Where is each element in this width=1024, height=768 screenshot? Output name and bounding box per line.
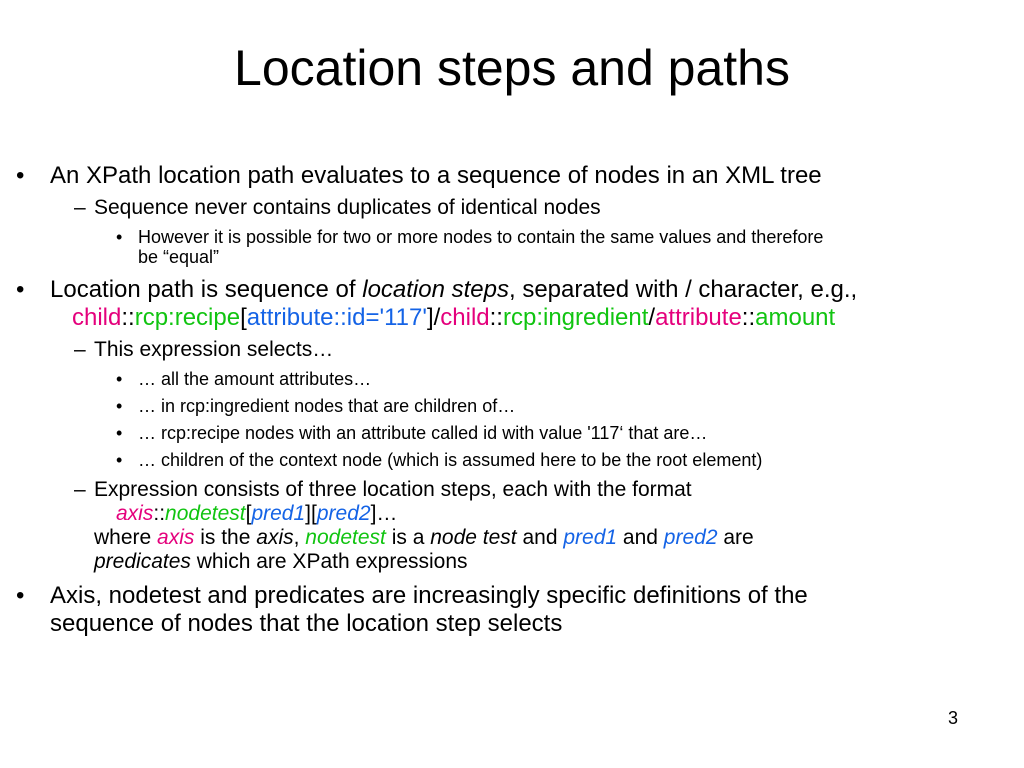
expr-segment: ]/: [426, 304, 441, 331]
selection-item: … in rcp:ingredient nodes that are children of…: [138, 396, 516, 416]
expr-segment: /: [648, 304, 656, 331]
where-axis-term: axis: [256, 526, 294, 549]
slide-title: Location steps and paths: [234, 40, 790, 96]
sub-bullet-marker: •: [116, 450, 123, 470]
expr-segment: attribute: [655, 304, 742, 331]
sub-bullet-marker: •: [116, 369, 123, 389]
bullet-2-sub-1: This expression selects…: [94, 338, 334, 361]
bullet-2-pre: Location path is sequence of: [50, 276, 363, 303]
where-nodetest: nodetest: [305, 526, 386, 549]
sub-bullet-marker: •: [116, 396, 123, 416]
bullet-2-emphasis: location steps: [362, 276, 509, 303]
format-end: ]…: [370, 502, 398, 525]
bullet-marker: •: [16, 162, 25, 189]
expr-segment: rcp:ingredient: [502, 304, 649, 331]
format-axis: axis: [116, 502, 154, 525]
bullet-3-line1: Axis, nodetest and predicates are increasingly specific definitions of the: [50, 582, 808, 609]
where-node-test-term: node test: [430, 526, 517, 549]
expr-segment: rcp:recipe: [134, 304, 241, 331]
format-pred1: pred1: [251, 502, 306, 525]
dash-marker: –: [74, 338, 86, 361]
expr-segment: ::: [489, 304, 503, 331]
dash-marker: –: [74, 478, 86, 501]
where-text: and: [617, 526, 664, 549]
expr-segment: amount: [755, 304, 836, 331]
format-sep: ::: [153, 502, 166, 525]
predicates-term: predicates: [94, 550, 191, 573]
bullet-1-text: An XPath location path evaluates to a sequence of nodes in an XML tree: [50, 162, 822, 189]
bullet-3-line2: sequence of nodes that the location step selects: [50, 610, 563, 637]
step-format: [116, 502, 397, 526]
format-nodetest: nodetest: [165, 502, 246, 525]
page-number: 3: [947, 708, 958, 728]
sub-bullet-marker: •: [116, 227, 123, 247]
dash-marker: –: [74, 196, 86, 219]
bullet-2-text: [50, 276, 857, 304]
bullet-1-subsub-line1: However it is possible for two or more nodes to contain the same values and therefore: [138, 227, 824, 247]
where-pred1: pred1: [563, 526, 618, 549]
predicates-line: [94, 550, 468, 574]
sub-bullet-marker: •: [116, 423, 123, 443]
expr-segment: ::: [741, 304, 756, 331]
bullet-1-subsub-line2: be “equal”: [138, 247, 220, 267]
xpath-expression: [72, 304, 835, 332]
bullet-marker: •: [16, 582, 25, 609]
bullet-2-post: , separated with / character, e.g.,: [509, 276, 858, 303]
format-pred2: pred2: [316, 502, 371, 525]
where-axis: axis: [157, 526, 195, 549]
predicates-text: which are XPath expressions: [190, 550, 468, 573]
bullet-marker: •: [16, 276, 25, 303]
where-text: ,: [293, 526, 306, 549]
format-bracket-mid: ][: [305, 502, 317, 525]
selection-item: … rcp:recipe nodes with an attribute called id with value '117‘ that are…: [138, 423, 708, 443]
expr-segment: child: [440, 304, 490, 331]
selection-item: … all the amount attributes…: [138, 369, 372, 389]
expr-segment: attribute::id='117': [246, 304, 427, 331]
selection-item: … children of the context node (which is assumed here to be the root element): [138, 450, 763, 470]
where-line: [94, 526, 754, 550]
expr-segment: child: [72, 304, 122, 331]
bullet-1-sub: Sequence never contains duplicates of identical nodes: [94, 196, 601, 219]
where-text: are: [717, 526, 754, 549]
where-pred2: pred2: [663, 526, 718, 549]
expr-segment: ::: [121, 304, 135, 331]
where-text: where: [94, 526, 158, 549]
bullet-2-sub-2: Expression consists of three location steps, each with the format: [94, 478, 692, 501]
where-text: and: [516, 526, 564, 549]
where-text: is the: [194, 526, 257, 549]
where-text: is a: [385, 526, 431, 549]
expr-segment: [: [240, 304, 247, 331]
format-bracket: [: [245, 502, 252, 525]
